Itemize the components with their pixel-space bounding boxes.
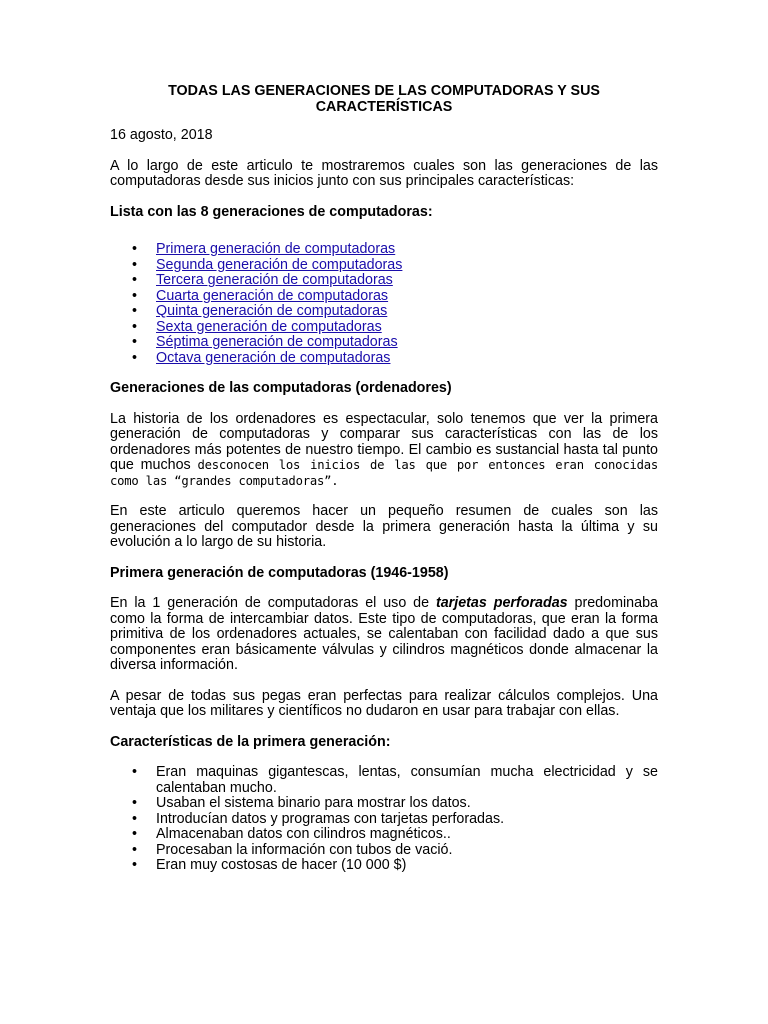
bullet-icon: • — [132, 764, 138, 780]
first-gen-paragraph — [110, 596, 658, 674]
bullet-icon: • — [132, 795, 138, 811]
link-quinta-generacion[interactable]: Quinta generación de computadoras — [156, 303, 388, 319]
link-octava-generacion[interactable]: Octava generación de computadoras — [156, 349, 391, 366]
characteristic-text: Procesaban la información con tubos de vació. — [156, 841, 453, 858]
characteristics-list — [110, 765, 658, 874]
link-septima-generacion[interactable]: Séptima generación de computadoras — [156, 334, 398, 350]
characteristic-text: Usaban el sistema binario para mostrar los datos. — [156, 795, 471, 811]
tarjetas-perforadas-emphasis: tarjetas perforadas — [435, 595, 568, 611]
list-item — [132, 318, 658, 336]
bullet-icon: • — [132, 841, 138, 858]
summary-paragraph: En este articulo queremos hacer un pequeño resumen de cuales son las generaciones del computador desde la primera generación hasta la última y su evolución a lo largo de su historia. — [110, 503, 658, 550]
characteristic-text: Eran maquinas gigantescas, lentas, consumían mucha electricidad y se calentaban mucho. — [156, 764, 658, 796]
list-item — [132, 810, 658, 828]
generations-link-list — [110, 242, 658, 366]
section-heading-caracteristicas: Características de la primera generación: — [110, 733, 391, 750]
bullet-icon: • — [132, 810, 138, 827]
document-page — [110, 84, 658, 889]
link-primera-generacion[interactable]: Primera generación de computadoras — [156, 241, 396, 257]
history-paragraph — [110, 412, 658, 490]
list-item — [132, 272, 658, 289]
list-item — [132, 349, 658, 367]
document-title: TODAS LAS GENERACIONES DE LAS COMPUTADORAS Y SUS CARACTERÍSTICAS — [168, 83, 600, 115]
first-gen-text-end: predominaba como la forma de intercambiar datos. Este tipo de computadoras, que eran la forma primitiva de los ordenadores actuales, se calentaban con facilidad dado a que sus componentes eran básicamente válvulas y cilindros magnéticos donde almacenar la diversa información. — [110, 595, 658, 673]
characteristic-text: Introducían datos y programas con tarjetas perforadas. — [156, 810, 505, 827]
bullet-icon: • — [132, 256, 138, 273]
publish-date: 16 agosto, 2018 — [110, 127, 213, 143]
section-heading-primera-generacion: Primera generación de computadoras (1946-1958) — [110, 564, 449, 581]
bullet-icon: • — [132, 303, 138, 319]
bullet-icon: • — [132, 287, 138, 304]
list-item — [132, 826, 658, 843]
advantage-paragraph: A pesar de todas sus pegas eran perfectas para realizar cálculos complejos. Una ventaja que los militares y científicos no dudaron en usar para trabajar con ellas. — [110, 687, 658, 719]
list-item — [132, 841, 658, 859]
link-sexta-generacion[interactable]: Sexta generación de computadoras — [156, 318, 382, 335]
bullet-icon: • — [132, 349, 138, 366]
first-gen-text-start: En la 1 generación de computadoras el uso de — [110, 595, 436, 611]
list-item — [132, 287, 658, 305]
bullet-icon: • — [132, 857, 138, 873]
section-heading-generaciones: Generaciones de las computadoras (ordenadores) — [110, 380, 452, 396]
list-item — [132, 857, 658, 874]
history-text-monospace: desconocen los inicios de las que por entonces eran conocidas como las “grandes computadoras”. — [110, 458, 659, 488]
list-item — [132, 241, 658, 258]
list-item — [132, 256, 658, 274]
bullet-icon: • — [132, 826, 138, 842]
list-item — [132, 334, 658, 351]
bullet-icon: • — [132, 241, 138, 257]
bullet-icon: • — [132, 272, 138, 288]
intro-paragraph: A lo largo de este articulo te mostraremos cuales son las generaciones de las computadoras desde sus inicios junto con sus principales características: — [110, 157, 658, 189]
characteristic-text: Eran muy costosas de hacer (10 000 $) — [156, 857, 407, 873]
list-item — [132, 303, 658, 320]
list-item — [132, 795, 658, 812]
link-cuarta-generacion[interactable]: Cuarta generación de computadoras — [156, 287, 389, 304]
characteristic-text: Almacenaban datos con cilindros magnéticos.. — [156, 826, 451, 842]
history-text: La historia de los ordenadores es espectacular, solo tenemos que ver la primera generación de computadoras y comparar sus características con las de los ordenadores más potentes de nuestro tiempo. El cambio es sustancial hasta tal punto que muchos — [110, 410, 658, 473]
generations-list-heading: Lista con las 8 generaciones de computadoras: — [110, 203, 433, 220]
link-segunda-generacion[interactable]: Segunda generación de computadoras — [156, 256, 403, 273]
bullet-icon: • — [132, 318, 138, 335]
list-item — [132, 764, 658, 796]
bullet-icon: • — [132, 334, 138, 350]
link-tercera-generacion[interactable]: Tercera generación de computadoras — [156, 272, 393, 288]
